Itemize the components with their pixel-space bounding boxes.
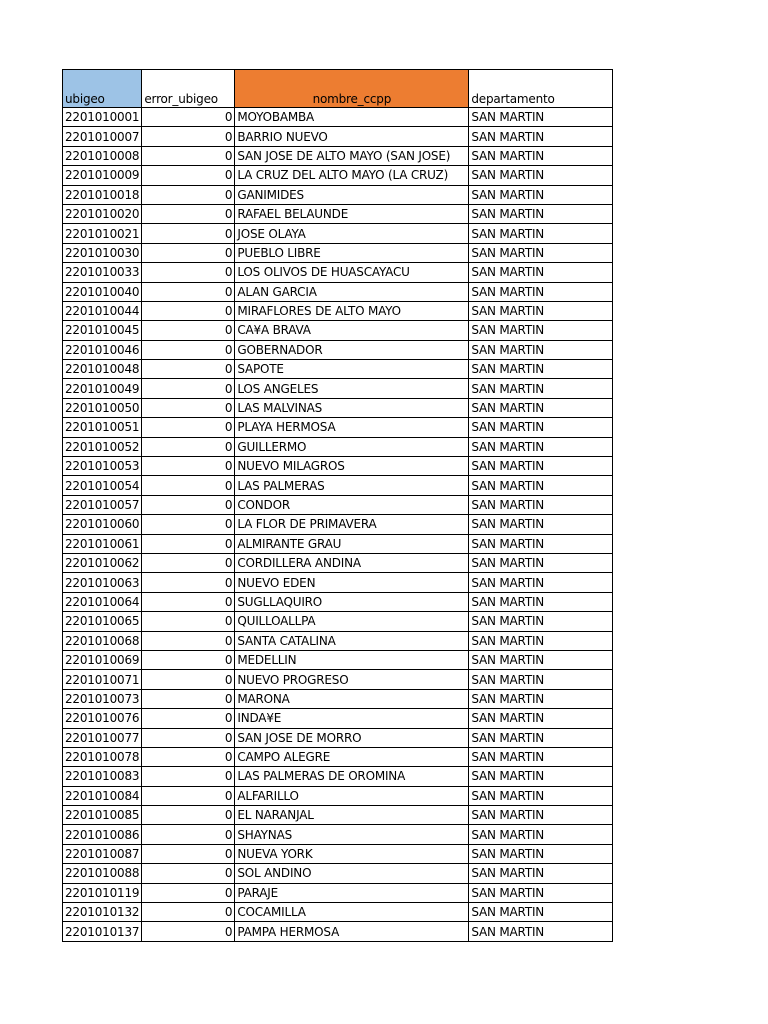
table-row bbox=[63, 786, 613, 805]
table-row bbox=[63, 379, 613, 398]
cell-departamento[interactable]: SAN MARTIN bbox=[469, 476, 613, 495]
cell-error-ubigeo[interactable]: 0 bbox=[142, 457, 235, 476]
cell-nombre-ccpp[interactable]: CA¥A BRAVA bbox=[235, 321, 469, 340]
cell-nombre-ccpp[interactable]: LA CRUZ DEL ALTO MAYO (LA CRUZ) bbox=[235, 166, 469, 185]
cell-nombre-ccpp[interactable]: MARONA bbox=[235, 689, 469, 708]
cell-error-ubigeo[interactable]: 0 bbox=[142, 437, 235, 456]
table-row bbox=[63, 650, 613, 669]
cell-nombre-ccpp[interactable]: GOBERNADOR bbox=[235, 340, 469, 359]
table-row bbox=[63, 301, 613, 320]
table-row bbox=[63, 146, 613, 165]
cell-departamento[interactable]: SAN MARTIN bbox=[469, 592, 613, 611]
cell-departamento[interactable]: SAN MARTIN bbox=[469, 709, 613, 728]
cell-nombre-ccpp[interactable]: PUEBLO LIBRE bbox=[235, 243, 469, 262]
cell-error-ubigeo[interactable]: 0 bbox=[142, 864, 235, 883]
table-row bbox=[63, 631, 613, 650]
cell-error-ubigeo[interactable]: 0 bbox=[142, 204, 235, 223]
cell-departamento[interactable]: SAN MARTIN bbox=[469, 360, 613, 379]
table-row bbox=[63, 127, 613, 146]
table-row bbox=[63, 747, 613, 766]
cell-nombre-ccpp[interactable]: CAMPO ALEGRE bbox=[235, 747, 469, 766]
cell-nombre-ccpp[interactable]: ALAN GARCIA bbox=[235, 282, 469, 301]
cell-nombre-ccpp[interactable]: LAS PALMERAS DE OROMINA bbox=[235, 767, 469, 786]
cell-ubigeo[interactable]: 2201010077 bbox=[63, 728, 142, 747]
cell-departamento[interactable]: SAN MARTIN bbox=[469, 418, 613, 437]
cell-ubigeo[interactable]: 2201010053 bbox=[63, 457, 142, 476]
cell-departamento[interactable]: SAN MARTIN bbox=[469, 437, 613, 456]
cell-error-ubigeo[interactable]: 0 bbox=[142, 747, 235, 766]
cell-departamento[interactable]: SAN MARTIN bbox=[469, 631, 613, 650]
cell-departamento[interactable]: SAN MARTIN bbox=[469, 224, 613, 243]
header-error-ubigeo[interactable]: error_ubigeo bbox=[142, 70, 235, 108]
cell-nombre-ccpp[interactable]: SAN JOSE DE ALTO MAYO (SAN JOSE) bbox=[235, 146, 469, 165]
cell-error-ubigeo[interactable]: 0 bbox=[142, 592, 235, 611]
cell-departamento[interactable]: SAN MARTIN bbox=[469, 883, 613, 902]
cell-error-ubigeo[interactable]: 0 bbox=[142, 108, 235, 127]
cell-departamento[interactable]: SAN MARTIN bbox=[469, 806, 613, 825]
cell-departamento[interactable]: SAN MARTIN bbox=[469, 301, 613, 320]
cell-ubigeo[interactable]: 2201010050 bbox=[63, 398, 142, 417]
cell-error-ubigeo[interactable]: 0 bbox=[142, 379, 235, 398]
table-row bbox=[63, 263, 613, 282]
cell-departamento[interactable]: SAN MARTIN bbox=[469, 243, 613, 262]
table-row bbox=[63, 224, 613, 243]
cell-departamento[interactable]: SAN MARTIN bbox=[469, 689, 613, 708]
table-row bbox=[63, 922, 613, 941]
table-row bbox=[63, 709, 613, 728]
table-row bbox=[63, 689, 613, 708]
cell-ubigeo[interactable]: 2201010030 bbox=[63, 243, 142, 262]
cell-ubigeo[interactable]: 2201010040 bbox=[63, 282, 142, 301]
cell-departamento[interactable]: SAN MARTIN bbox=[469, 903, 613, 922]
table-row bbox=[63, 612, 613, 631]
cell-ubigeo[interactable]: 2201010119 bbox=[63, 883, 142, 902]
cell-error-ubigeo[interactable]: 0 bbox=[142, 631, 235, 650]
table-row bbox=[63, 340, 613, 359]
cell-nombre-ccpp[interactable]: SAPOTE bbox=[235, 360, 469, 379]
cell-ubigeo[interactable]: 2201010054 bbox=[63, 476, 142, 495]
cell-error-ubigeo[interactable]: 0 bbox=[142, 301, 235, 320]
cell-ubigeo[interactable]: 2201010069 bbox=[63, 650, 142, 669]
header-departamento[interactable]: departamento bbox=[469, 70, 613, 108]
cell-departamento[interactable]: SAN MARTIN bbox=[469, 263, 613, 282]
cell-departamento[interactable]: SAN MARTIN bbox=[469, 825, 613, 844]
cell-error-ubigeo[interactable]: 0 bbox=[142, 844, 235, 863]
cell-error-ubigeo[interactable]: 0 bbox=[142, 612, 235, 631]
cell-error-ubigeo[interactable]: 0 bbox=[142, 922, 235, 941]
table-row bbox=[63, 476, 613, 495]
cell-ubigeo[interactable]: 2201010084 bbox=[63, 786, 142, 805]
cell-ubigeo[interactable]: 2201010078 bbox=[63, 747, 142, 766]
cell-departamento[interactable]: SAN MARTIN bbox=[469, 767, 613, 786]
cell-nombre-ccpp[interactable]: GANIMIDES bbox=[235, 185, 469, 204]
cell-nombre-ccpp[interactable]: MIRAFLORES DE ALTO MAYO bbox=[235, 301, 469, 320]
cell-error-ubigeo[interactable]: 0 bbox=[142, 321, 235, 340]
cell-ubigeo[interactable]: 2201010071 bbox=[63, 670, 142, 689]
cell-ubigeo[interactable]: 2201010087 bbox=[63, 844, 142, 863]
cell-ubigeo[interactable]: 2201010068 bbox=[63, 631, 142, 650]
table-row bbox=[63, 806, 613, 825]
table-row bbox=[63, 360, 613, 379]
cell-nombre-ccpp[interactable]: SUGLLAQUIRO bbox=[235, 592, 469, 611]
table-row bbox=[63, 166, 613, 185]
cell-error-ubigeo[interactable]: 0 bbox=[142, 515, 235, 534]
cell-nombre-ccpp[interactable]: JOSE OLAYA bbox=[235, 224, 469, 243]
cell-ubigeo[interactable]: 2201010083 bbox=[63, 767, 142, 786]
cell-nombre-ccpp[interactable]: CORDILLERA ANDINA bbox=[235, 553, 469, 572]
table-row bbox=[63, 553, 613, 572]
cell-departamento[interactable]: SAN MARTIN bbox=[469, 747, 613, 766]
cell-ubigeo[interactable]: 2201010073 bbox=[63, 689, 142, 708]
cell-nombre-ccpp[interactable]: SHAYNAS bbox=[235, 825, 469, 844]
cell-nombre-ccpp[interactable]: LOS OLIVOS DE HUASCAYACU bbox=[235, 263, 469, 282]
table-row bbox=[63, 418, 613, 437]
cell-ubigeo[interactable]: 2201010137 bbox=[63, 922, 142, 941]
table-row bbox=[63, 515, 613, 534]
cell-nombre-ccpp[interactable]: SOL ANDINO bbox=[235, 864, 469, 883]
cell-ubigeo[interactable]: 2201010007 bbox=[63, 127, 142, 146]
table-row bbox=[63, 864, 613, 883]
table-row bbox=[63, 825, 613, 844]
cell-error-ubigeo[interactable]: 0 bbox=[142, 786, 235, 805]
cell-nombre-ccpp[interactable]: RAFAEL BELAUNDE bbox=[235, 204, 469, 223]
cell-ubigeo[interactable]: 2201010057 bbox=[63, 495, 142, 514]
cell-error-ubigeo[interactable]: 0 bbox=[142, 903, 235, 922]
cell-error-ubigeo[interactable]: 0 bbox=[142, 243, 235, 262]
cell-nombre-ccpp[interactable]: NUEVO EDEN bbox=[235, 573, 469, 592]
cell-nombre-ccpp[interactable]: LOS ANGELES bbox=[235, 379, 469, 398]
table-row bbox=[63, 728, 613, 747]
table-row bbox=[63, 670, 613, 689]
table-row bbox=[63, 282, 613, 301]
cell-ubigeo[interactable]: 2201010021 bbox=[63, 224, 142, 243]
cell-departamento[interactable]: SAN MARTIN bbox=[469, 457, 613, 476]
cell-departamento[interactable]: SAN MARTIN bbox=[469, 166, 613, 185]
cell-error-ubigeo[interactable]: 0 bbox=[142, 709, 235, 728]
cell-departamento[interactable]: SAN MARTIN bbox=[469, 321, 613, 340]
cell-error-ubigeo[interactable]: 0 bbox=[142, 418, 235, 437]
cell-nombre-ccpp[interactable]: LAS PALMERAS bbox=[235, 476, 469, 495]
cell-nombre-ccpp[interactable]: MOYOBAMBA bbox=[235, 108, 469, 127]
table-row bbox=[63, 573, 613, 592]
table-row bbox=[63, 495, 613, 514]
cell-error-ubigeo[interactable]: 0 bbox=[142, 340, 235, 359]
cell-ubigeo[interactable]: 2201010018 bbox=[63, 185, 142, 204]
cell-ubigeo[interactable]: 2201010044 bbox=[63, 301, 142, 320]
cell-nombre-ccpp[interactable]: PLAYA HERMOSA bbox=[235, 418, 469, 437]
cell-departamento[interactable]: SAN MARTIN bbox=[469, 670, 613, 689]
cell-ubigeo[interactable]: 2201010008 bbox=[63, 146, 142, 165]
table-row bbox=[63, 204, 613, 223]
table-row bbox=[63, 243, 613, 262]
cell-departamento[interactable]: SAN MARTIN bbox=[469, 398, 613, 417]
cell-error-ubigeo[interactable]: 0 bbox=[142, 689, 235, 708]
cell-nombre-ccpp[interactable]: SAN JOSE DE MORRO bbox=[235, 728, 469, 747]
cell-nombre-ccpp[interactable]: BARRIO NUEVO bbox=[235, 127, 469, 146]
cell-error-ubigeo[interactable]: 0 bbox=[142, 553, 235, 572]
cell-nombre-ccpp[interactable]: PARAJE bbox=[235, 883, 469, 902]
table-row bbox=[63, 457, 613, 476]
cell-departamento[interactable]: SAN MARTIN bbox=[469, 786, 613, 805]
table-row bbox=[63, 903, 613, 922]
cell-ubigeo[interactable]: 2201010061 bbox=[63, 534, 142, 553]
cell-error-ubigeo[interactable]: 0 bbox=[142, 185, 235, 204]
table-body bbox=[63, 70, 613, 942]
cell-error-ubigeo[interactable]: 0 bbox=[142, 398, 235, 417]
header-ubigeo[interactable]: ubigeo bbox=[63, 70, 142, 108]
cell-ubigeo[interactable]: 2201010020 bbox=[63, 204, 142, 223]
cell-nombre-ccpp[interactable]: GUILLERMO bbox=[235, 437, 469, 456]
cell-nombre-ccpp[interactable]: ALMIRANTE GRAU bbox=[235, 534, 469, 553]
cell-ubigeo[interactable]: 2201010086 bbox=[63, 825, 142, 844]
cell-nombre-ccpp[interactable]: NUEVO PROGRESO bbox=[235, 670, 469, 689]
cell-nombre-ccpp[interactable]: INDA¥E bbox=[235, 709, 469, 728]
table-row bbox=[63, 844, 613, 863]
cell-nombre-ccpp[interactable]: QUILLOALLPA bbox=[235, 612, 469, 631]
cell-departamento[interactable]: SAN MARTIN bbox=[469, 282, 613, 301]
table-row bbox=[63, 321, 613, 340]
cell-ubigeo[interactable]: 2201010033 bbox=[63, 263, 142, 282]
table-row bbox=[63, 108, 613, 127]
table-row bbox=[63, 398, 613, 417]
cell-departamento[interactable]: SAN MARTIN bbox=[469, 340, 613, 359]
cell-nombre-ccpp[interactable]: MEDELLIN bbox=[235, 650, 469, 669]
cell-error-ubigeo[interactable]: 0 bbox=[142, 573, 235, 592]
cell-nombre-ccpp[interactable]: ALFARILLO bbox=[235, 786, 469, 805]
cell-ubigeo[interactable]: 2201010048 bbox=[63, 360, 142, 379]
cell-nombre-ccpp[interactable]: NUEVO MILAGROS bbox=[235, 457, 469, 476]
cell-departamento[interactable]: SAN MARTIN bbox=[469, 108, 613, 127]
cell-departamento[interactable]: SAN MARTIN bbox=[469, 864, 613, 883]
table-row bbox=[63, 767, 613, 786]
cell-error-ubigeo[interactable]: 0 bbox=[142, 883, 235, 902]
cell-error-ubigeo[interactable]: 0 bbox=[142, 224, 235, 243]
cell-error-ubigeo[interactable]: 0 bbox=[142, 282, 235, 301]
cell-departamento[interactable]: SAN MARTIN bbox=[469, 728, 613, 747]
cell-nombre-ccpp[interactable]: EL NARANJAL bbox=[235, 806, 469, 825]
cell-nombre-ccpp[interactable]: LAS MALVINAS bbox=[235, 398, 469, 417]
table-row bbox=[63, 185, 613, 204]
cell-departamento[interactable]: SAN MARTIN bbox=[469, 146, 613, 165]
cell-error-ubigeo[interactable]: 0 bbox=[142, 360, 235, 379]
cell-ubigeo[interactable]: 2201010049 bbox=[63, 379, 142, 398]
cell-error-ubigeo[interactable]: 0 bbox=[142, 534, 235, 553]
spreadsheet-table bbox=[62, 69, 613, 942]
cell-nombre-ccpp[interactable]: PAMPA HERMOSA bbox=[235, 922, 469, 941]
cell-error-ubigeo[interactable]: 0 bbox=[142, 670, 235, 689]
cell-error-ubigeo[interactable]: 0 bbox=[142, 495, 235, 514]
cell-ubigeo[interactable]: 2201010046 bbox=[63, 340, 142, 359]
table-row bbox=[63, 883, 613, 902]
table-row bbox=[63, 437, 613, 456]
cell-departamento[interactable]: SAN MARTIN bbox=[469, 515, 613, 534]
table-row bbox=[63, 534, 613, 553]
cell-nombre-ccpp[interactable]: CONDOR bbox=[235, 495, 469, 514]
cell-error-ubigeo[interactable]: 0 bbox=[142, 127, 235, 146]
cell-ubigeo[interactable]: 2201010060 bbox=[63, 515, 142, 534]
cell-ubigeo[interactable]: 2201010001 bbox=[63, 108, 142, 127]
cell-nombre-ccpp[interactable]: LA FLOR DE PRIMAVERA bbox=[235, 515, 469, 534]
header-row bbox=[63, 70, 613, 108]
cell-departamento[interactable]: SAN MARTIN bbox=[469, 573, 613, 592]
cell-ubigeo[interactable]: 2201010052 bbox=[63, 437, 142, 456]
cell-departamento[interactable]: SAN MARTIN bbox=[469, 379, 613, 398]
cell-error-ubigeo[interactable]: 0 bbox=[142, 166, 235, 185]
cell-error-ubigeo[interactable]: 0 bbox=[142, 263, 235, 282]
cell-ubigeo[interactable]: 2201010088 bbox=[63, 864, 142, 883]
cell-error-ubigeo[interactable]: 0 bbox=[142, 767, 235, 786]
cell-departamento[interactable]: SAN MARTIN bbox=[469, 650, 613, 669]
cell-error-ubigeo[interactable]: 0 bbox=[142, 806, 235, 825]
cell-error-ubigeo[interactable]: 0 bbox=[142, 825, 235, 844]
cell-ubigeo[interactable]: 2201010062 bbox=[63, 553, 142, 572]
cell-departamento[interactable]: SAN MARTIN bbox=[469, 534, 613, 553]
cell-ubigeo[interactable]: 2201010064 bbox=[63, 592, 142, 611]
cell-ubigeo[interactable]: 2201010051 bbox=[63, 418, 142, 437]
cell-ubigeo[interactable]: 2201010132 bbox=[63, 903, 142, 922]
cell-departamento[interactable]: SAN MARTIN bbox=[469, 612, 613, 631]
cell-error-ubigeo[interactable]: 0 bbox=[142, 728, 235, 747]
cell-ubigeo[interactable]: 2201010009 bbox=[63, 166, 142, 185]
cell-departamento[interactable]: SAN MARTIN bbox=[469, 127, 613, 146]
cell-error-ubigeo[interactable]: 0 bbox=[142, 146, 235, 165]
cell-departamento[interactable]: SAN MARTIN bbox=[469, 495, 613, 514]
cell-error-ubigeo[interactable]: 0 bbox=[142, 650, 235, 669]
cell-error-ubigeo[interactable]: 0 bbox=[142, 476, 235, 495]
cell-ubigeo[interactable]: 2201010065 bbox=[63, 612, 142, 631]
cell-departamento[interactable]: SAN MARTIN bbox=[469, 553, 613, 572]
cell-departamento[interactable]: SAN MARTIN bbox=[469, 844, 613, 863]
cell-nombre-ccpp[interactable]: NUEVA YORK bbox=[235, 844, 469, 863]
cell-ubigeo[interactable]: 2201010076 bbox=[63, 709, 142, 728]
cell-nombre-ccpp[interactable]: COCAMILLA bbox=[235, 903, 469, 922]
cell-ubigeo[interactable]: 2201010085 bbox=[63, 806, 142, 825]
header-nombre-ccpp[interactable]: nombre_ccpp bbox=[235, 70, 469, 108]
table-row bbox=[63, 592, 613, 611]
cell-nombre-ccpp[interactable]: SANTA CATALINA bbox=[235, 631, 469, 650]
cell-departamento[interactable]: SAN MARTIN bbox=[469, 204, 613, 223]
cell-ubigeo[interactable]: 2201010063 bbox=[63, 573, 142, 592]
cell-ubigeo[interactable]: 2201010045 bbox=[63, 321, 142, 340]
cell-departamento[interactable]: SAN MARTIN bbox=[469, 185, 613, 204]
cell-departamento[interactable]: SAN MARTIN bbox=[469, 922, 613, 941]
